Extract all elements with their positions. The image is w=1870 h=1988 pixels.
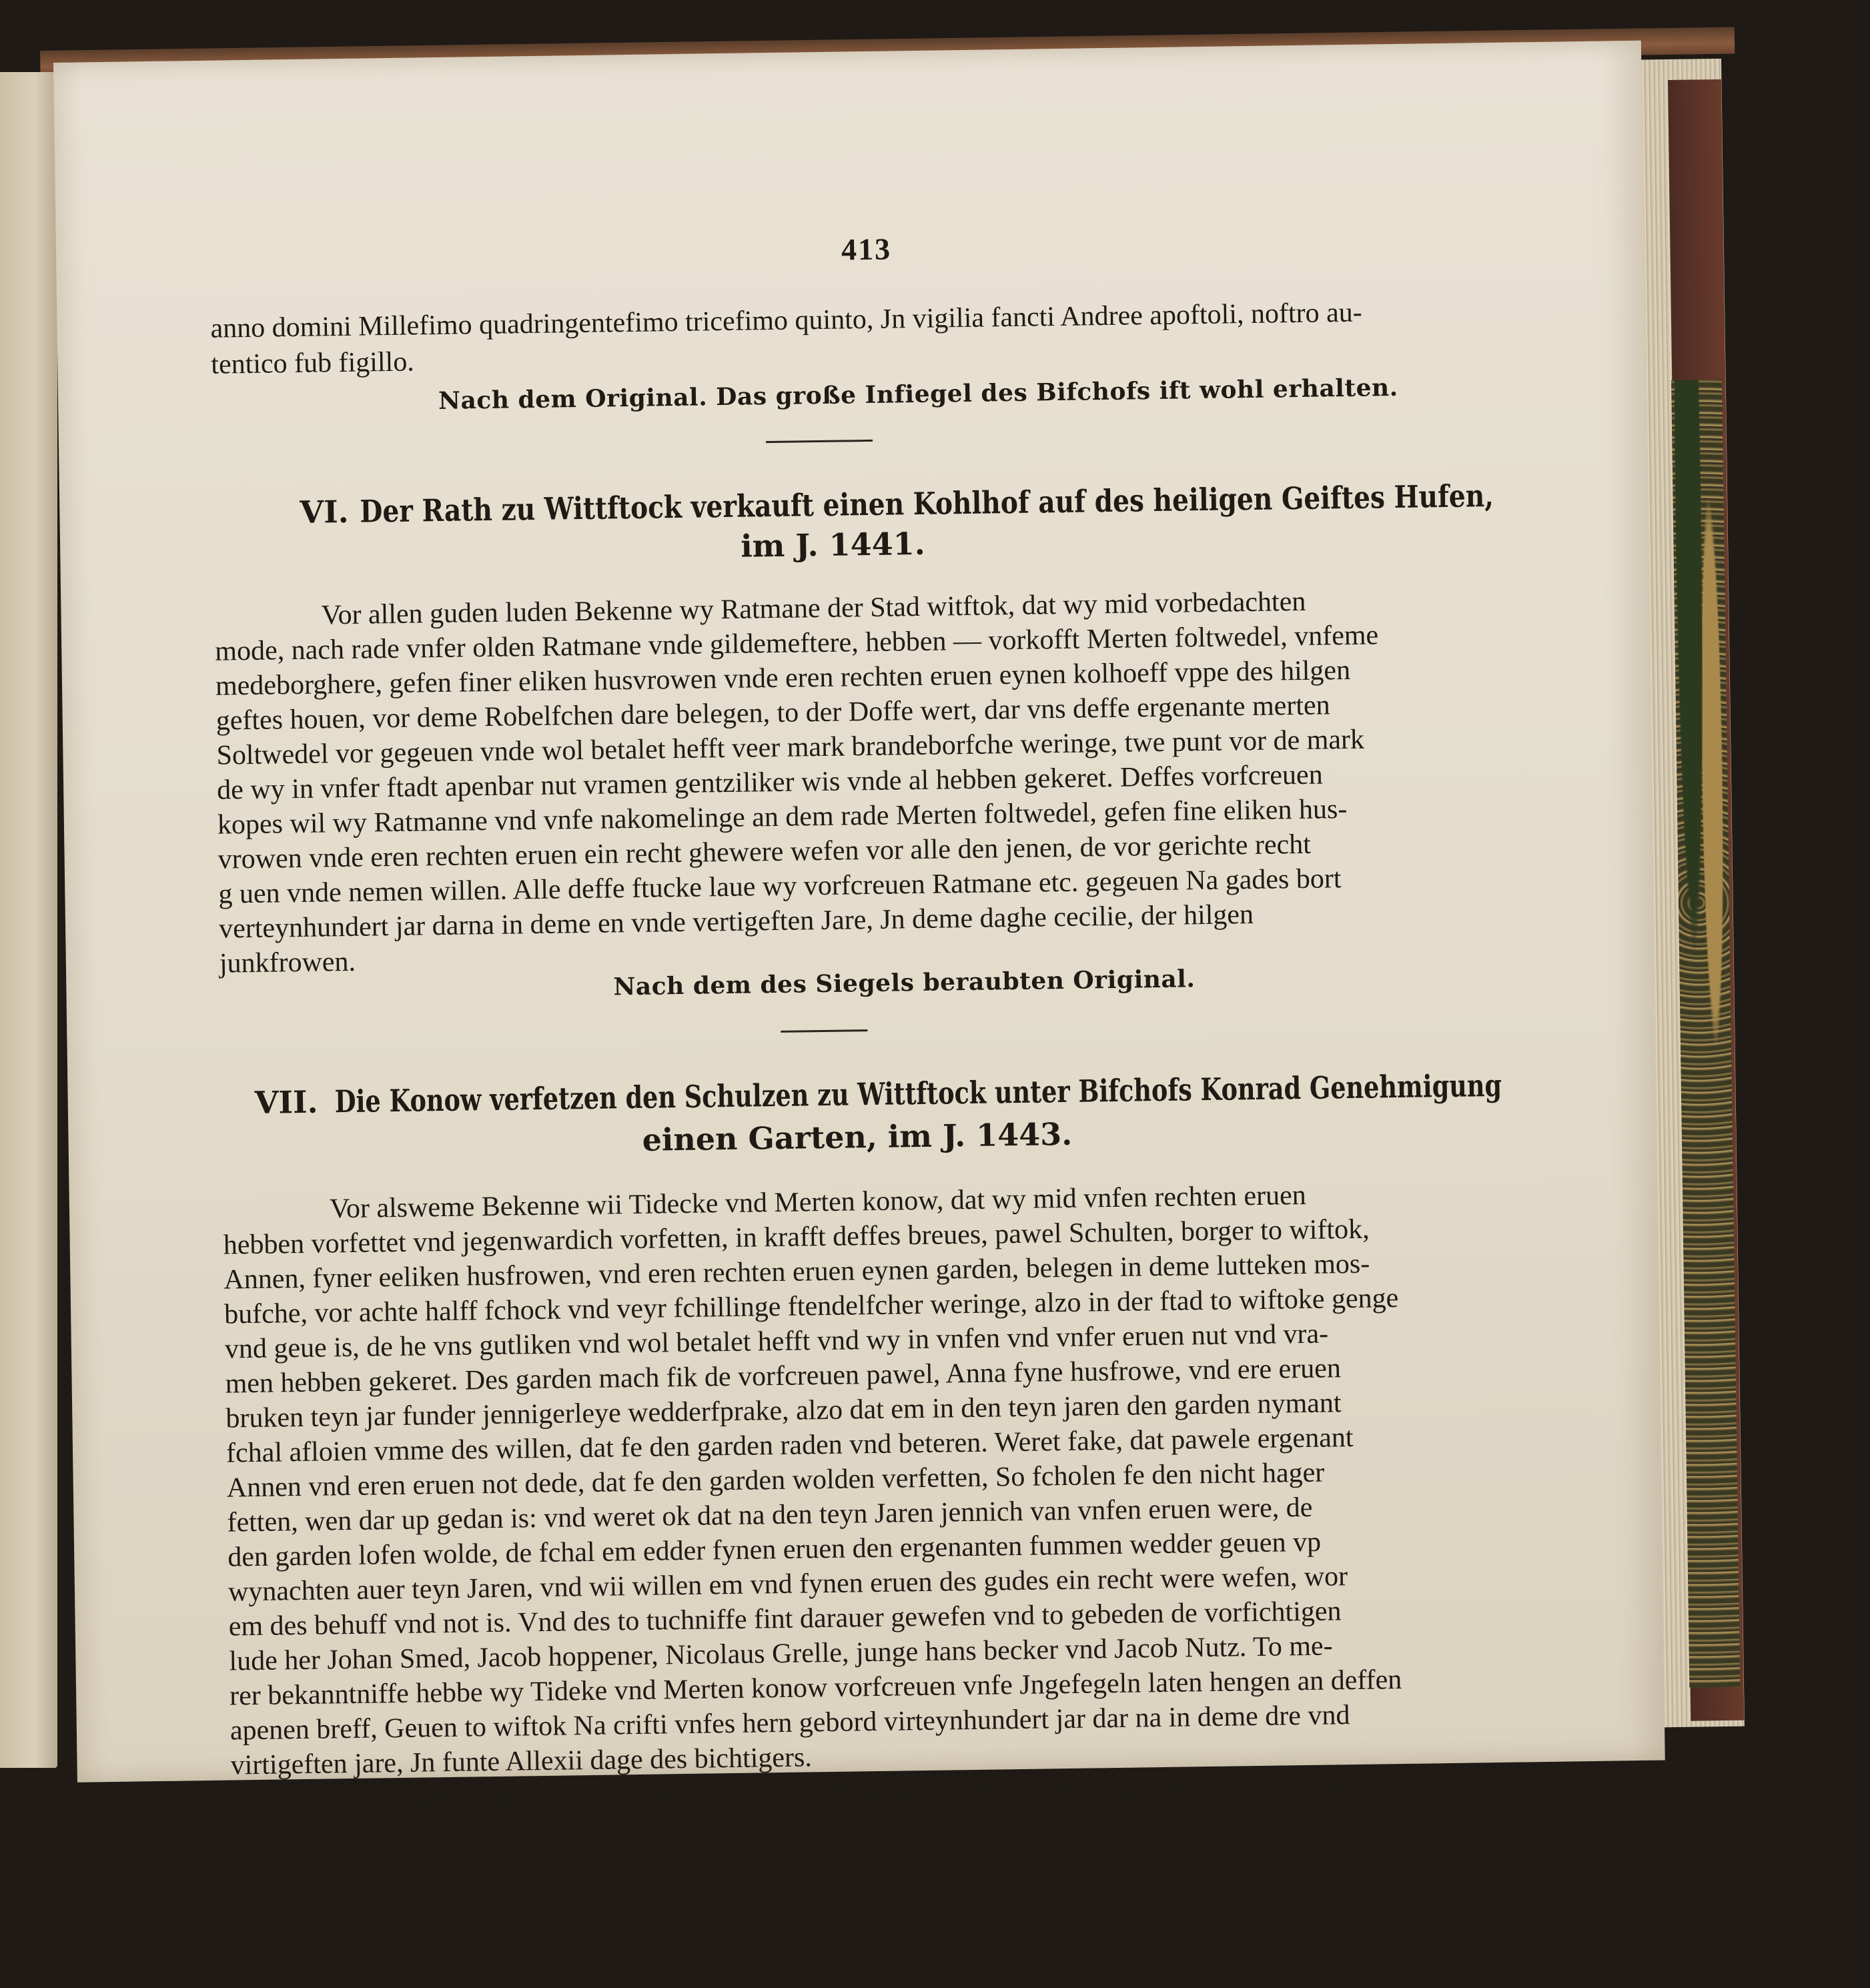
text-line: virtigeften jare, Jn funte Allexii dage des bichtigers.: [230, 1742, 813, 1781]
text-line: apenen breff, Geuen to wiftok Na crifti vnfes hern gebord virteynhundert jar dar na in deme dre vnd: [229, 1700, 1350, 1747]
text-line: den garden lofen wolde, de fchal em edder fynen eruen den ergenanten fummen wedder geuen vp: [227, 1526, 1322, 1573]
left-page-edge: [0, 72, 57, 1768]
text-line: Soltwedel vor gegeuen vnde wol betalet hefft veer mark brandeborfche weringe, twe punt vor de mark: [216, 724, 1365, 771]
section-title: einen Garten, im J. 1443.: [642, 1115, 1073, 1158]
section-numeral: VII.: [254, 1083, 318, 1121]
text-line: de wy in vnfer ftadt apenbar nut vramen gentziliker wis vnde al hebben gekeret. Deffes vorfcreuen: [216, 759, 1323, 806]
page: [53, 41, 1665, 1843]
text-line: bruken teyn jar funder jennigerleye wedderfprake, alzo dat em in den teyn jaren den garden nymant: [225, 1388, 1342, 1434]
text-line: wynachten auer teyn Jaren, vnd wii willen em vnd fynen eruen des gudes ein recht were wefen, wor: [227, 1561, 1348, 1608]
text-line: g uen vnde nemen willen. Alle deffe ftucke laue wy vorfcreuen Ratmane etc. gegeuen Na gades bort: [218, 863, 1342, 910]
text-line: men hebben gekeret. Des garden mach fik de vorfcreuen pawel, Anna fyne husfrowe, vnd ere eruen: [225, 1353, 1342, 1400]
section-title: Die Konow verfetzen den Schulzen zu Wittftock unter Bifchofs Konrad Genehmigung: [334, 1067, 1502, 1120]
text-line: em des behuff vnd not is. Vnd des to tuchniffe fint darauer gewefen vnd to gebeden de vorfichtigen: [228, 1596, 1342, 1642]
text-line: geftes houen, vor deme Robelfchen dare belegen, to der Doffe wert, dar vns deffe ergenante merten: [215, 690, 1330, 736]
text-line: tentico fub figillo.: [211, 346, 415, 380]
text-line: rer bekanntniffe hebbe wy Tideke vnd Merten konow vorfcreuen vnfe Jngefegeln laten hengen an deffen: [229, 1664, 1402, 1712]
text-line: medeborghere, gefen finer eliken husvrowen vnde eren rechten eruen eynen kolhoeff vppe des hilgen: [215, 654, 1351, 702]
text-line: fchal afloien vmme des willen, dat fe den garden raden vnd beteren. Weret fake, dat pawele ergenant: [225, 1422, 1354, 1469]
section-divider: [766, 440, 873, 443]
section-divider: [781, 1029, 867, 1033]
signature-mark: 53 *: [1158, 1809, 1211, 1843]
text-line: junkfrowen.: [219, 946, 356, 979]
text-line: vnd geue is, de he vns gutliken vnd wol betalet hefft vnd wy in vnfen vnd vnfer eruen nut vnd vra-: [224, 1318, 1329, 1365]
section-title: Der Rath zu Wittftock verkauft einen Kohlhof auf des heiligen Geiftes Hufen,: [360, 477, 1494, 530]
text-line: mode, nach rade vnfer olden Ratmane vnde gildemeftere, hebben — vorkofft Merten foltwedel, vnfeme: [215, 620, 1379, 667]
text-line: Wy Conrad, van gades gnaden, Biffchop to hauelberge, vulborden Jn alle artikel in deffem: [338, 1769, 1351, 1815]
source-note: Nach dem des Siegels beraubten Original.: [613, 965, 1196, 1001]
page-number: 413: [841, 231, 892, 267]
text-line: bufche, vor achte halff fchock vnd veyr fchillinge ftendelfcher weringe, alzo in der ftad to wiftoke genge: [223, 1283, 1399, 1330]
text-line: hebben vorfettet vnd jegenwardich vorfetten, in krafft deffes breues, pawel Schulten, borger to wiftok,: [223, 1213, 1370, 1261]
text-line: Vor alsweme Bekenne wii Tidecke vnd Merten konow, dat wy mid vnfen rechten eruen: [329, 1179, 1307, 1225]
text-line: Annen vnd eren eruen not dede, dat fe den garden wolden verfetten, So fcholen fe den nicht hager: [226, 1457, 1325, 1504]
text-line: lude her Johan Smed, Jacob hoppener, Nicolaus Grelle, junge hans becker vnd Jacob Nutz. To me-: [229, 1630, 1333, 1677]
section-numeral: VI.: [300, 493, 350, 530]
text-line: fetten, wen dar up gedan is: vnd weret ok dat na den teyn Jaren jennich van vnfen eruen were, de: [227, 1492, 1313, 1538]
text-line: kopes wil wy Ratmanne vnd vnfe nakomelinge an dem rade Merten foltwedel, gefen fine eliken hus-: [217, 794, 1348, 841]
section-title: im J. 1441.: [740, 525, 926, 564]
text-line: vrowen vnde eren rechten eruen ein recht ghewere wefen vor alle den jenen, de vor gerichte recht: [217, 829, 1312, 875]
text-line: verteynhundert jar darna in deme en vnde vertigeften Jare, Jn deme daghe cecilie, der hilgen: [218, 899, 1254, 945]
source-note: Nach dem Original. Das große Infiegel des Bifchofs ift wohl erhalten.: [438, 373, 1398, 415]
text-line: anno domini Millefimo quadringentefimo tricefimo quinto, Jn vigilia fancti Andree apoftoli, noftro au-: [210, 297, 1363, 344]
text-line: Annen, fyner eeliken husfrowen, vnd eren rechten eruen eynen garden, belegen in deme lutteken mos-: [223, 1248, 1370, 1296]
text-line: Vor allen guden luden Bekenne wy Ratmane der Stad witftok, dat wy mid vorbedachten: [321, 586, 1306, 631]
